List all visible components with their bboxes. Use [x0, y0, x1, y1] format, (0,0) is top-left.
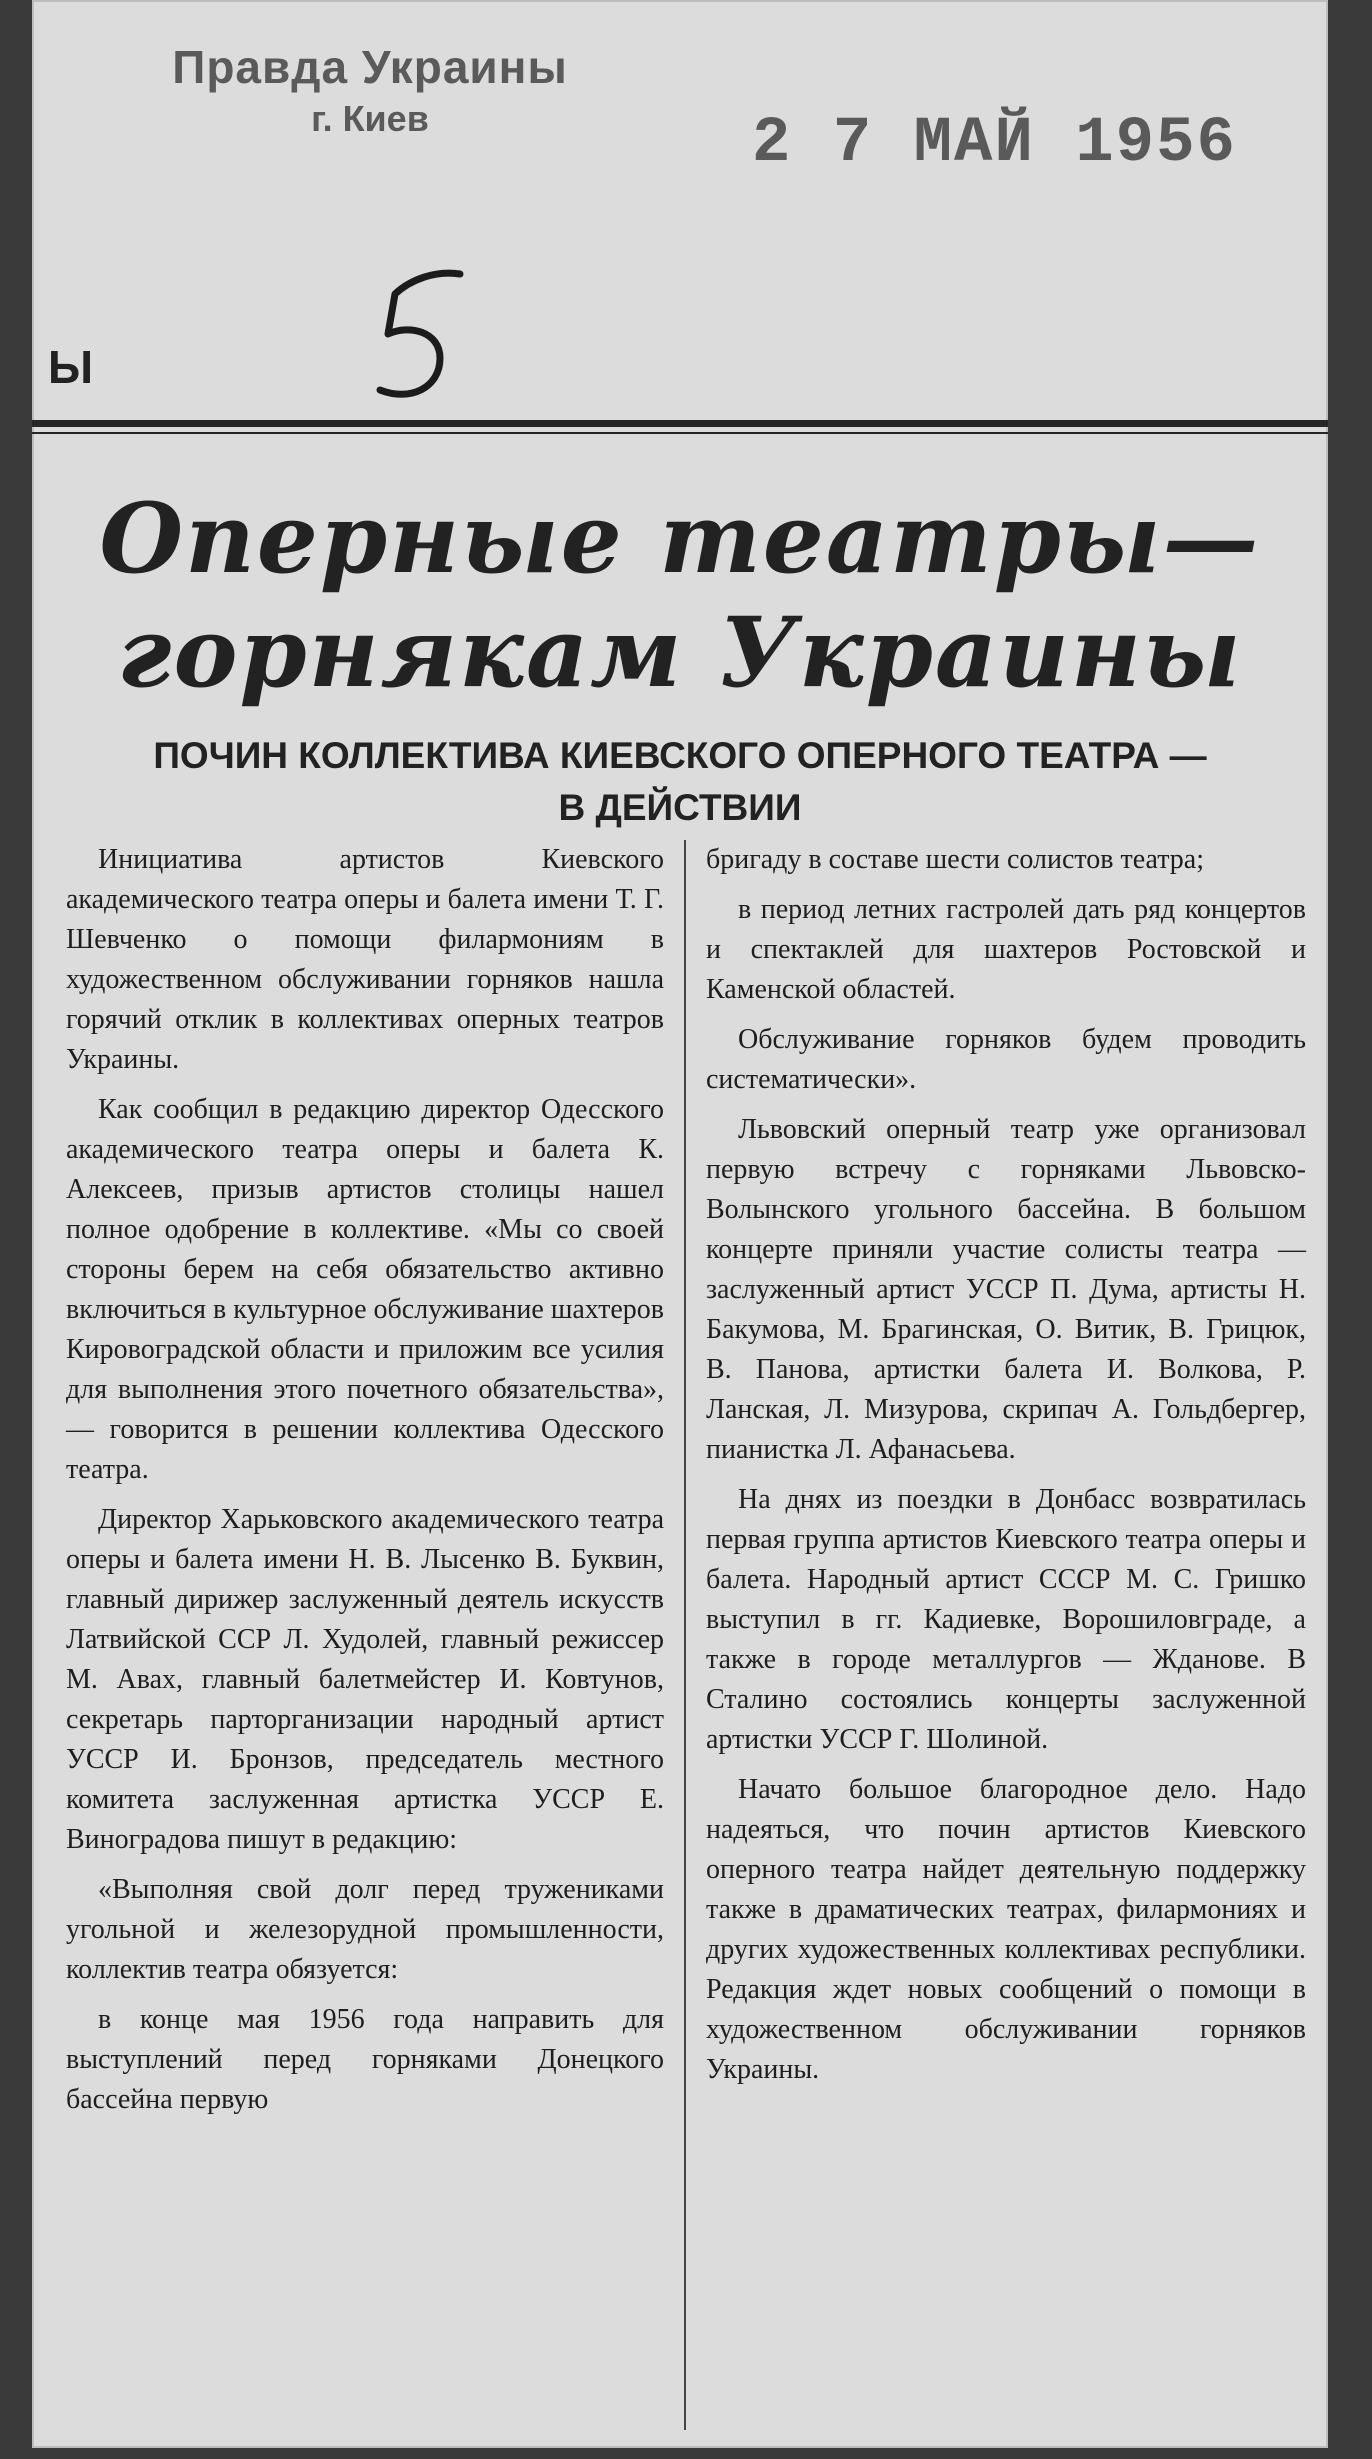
newspaper-name: Правда Украины [172, 41, 568, 93]
paragraph: «Выполняя свой долг перед тружениками угольной и железорудной промышленности, коллектив театра обязуется: [66, 1874, 664, 1985]
newspaper-city: г. Киев [311, 98, 429, 139]
date-stamp: 2 7 МАЙ 1956 [752, 108, 1237, 180]
divider-rule-thin [32, 432, 1328, 434]
edge-text-fragment: Ы [48, 341, 94, 393]
paragraph-continuation: бригаду в составе шести солистов театра; [706, 844, 1205, 875]
paragraph: Инициатива артистов Киевского академического театра оперы и балета имени Т. Г. Шевченко о помощи филармониям в художественном обслуживании горняков нашла горячий отклик в коллективах оперных театров Украины. [66, 844, 664, 1075]
article [32, 440, 1328, 2448]
divider-rule [32, 420, 1328, 427]
handwritten-mark [340, 262, 490, 412]
article-columns [66, 840, 1306, 2430]
headline-line-1: Оперные театры— [99, 482, 1261, 595]
subheadline-line-1: ПОЧИН КОЛЛЕКТИВА КИЕВСКОГО ОПЕРНОГО ТЕАТРА — [153, 735, 1207, 776]
paragraph: Обслуживание горняков будем проводить систематически». [706, 1024, 1306, 1095]
left-column [66, 840, 686, 2430]
paragraph: Львовский оперный театр уже организовал первую встречу с горняками Львовско-Волынского угольного бассейна. В большом концерте приняли участие солисты театра — заслуженный артист УССР П. Дума, артисты Н. Бакумова, М. Брагинская, О. Витик, В. Грицюк, В. Панова, артистки балета И. Волкова, Р. Ланская, Л. Мизурова, скрипач А. Гольдбергер, пианистка Л. Афанасьева. [706, 1114, 1306, 1465]
paragraph: Директор Харьковского академического театра оперы и балета имени Н. В. Лысенко В. Буквин, главный дирижер заслуженный деятель искусств Латвийской ССР Л. Худолей, главный режиссер М. Авах, главный балетмейстер И. Ковтунов, секретарь парторганизации народный артист УССР И. Бронзов, председатель местного комитета заслуженная артистка УССР Е. Виноградова пишут в редакцию: [66, 1504, 664, 1855]
paragraph: в конце мая 1956 года направить для выступлений перед горняками Донецкого бассейна первую [66, 2004, 664, 2115]
headline [32, 482, 1328, 710]
subheadline-line-2: В ДЕЙСТВИИ [558, 787, 802, 828]
paragraph: в период летних гастролей дать ряд концертов и спектаклей для шахтеров Ростовской и Каменской областей. [706, 894, 1306, 1005]
paragraph: Начато большое благородное дело. Надо надеяться, что почин артистов Киевского оперного театра найдет деятельную поддержку также в драматических театрах, филармониях и других художественных коллективах республики. Редакция ждет новых сообщений о помощи в художественном обслуживании горняков Украины. [706, 1774, 1306, 2085]
subheadline [32, 730, 1328, 834]
headline-line-2: горнякам Украины [117, 596, 1243, 709]
right-column [686, 840, 1306, 2430]
paragraph: Как сообщил в редакцию директор Одесского академического театра оперы и балета К. Алексеев, призыв артистов столицы нашел полное одобрение в коллективе. «Мы со своей стороны берем на себя обязательство активно включиться в культурное обслуживание шахтеров Кировоградской области и приложим все усилия для выполнения этого почетного обязательства», — говорится в решении коллектива Одесского театра. [66, 1094, 664, 1485]
paragraph: На днях из поездки в Донбасс возвратилась первая группа артистов Киевского театра оперы и балета. Народный артист СССР М. С. Гришко выступил в гг. Кадиевке, Ворошиловграде, а также в городе металлургов — Жданове. В Сталино состоялись концерты заслуженной артистки УССР Г. Шолиной. [706, 1484, 1306, 1755]
newspaper-stamp [110, 40, 630, 140]
